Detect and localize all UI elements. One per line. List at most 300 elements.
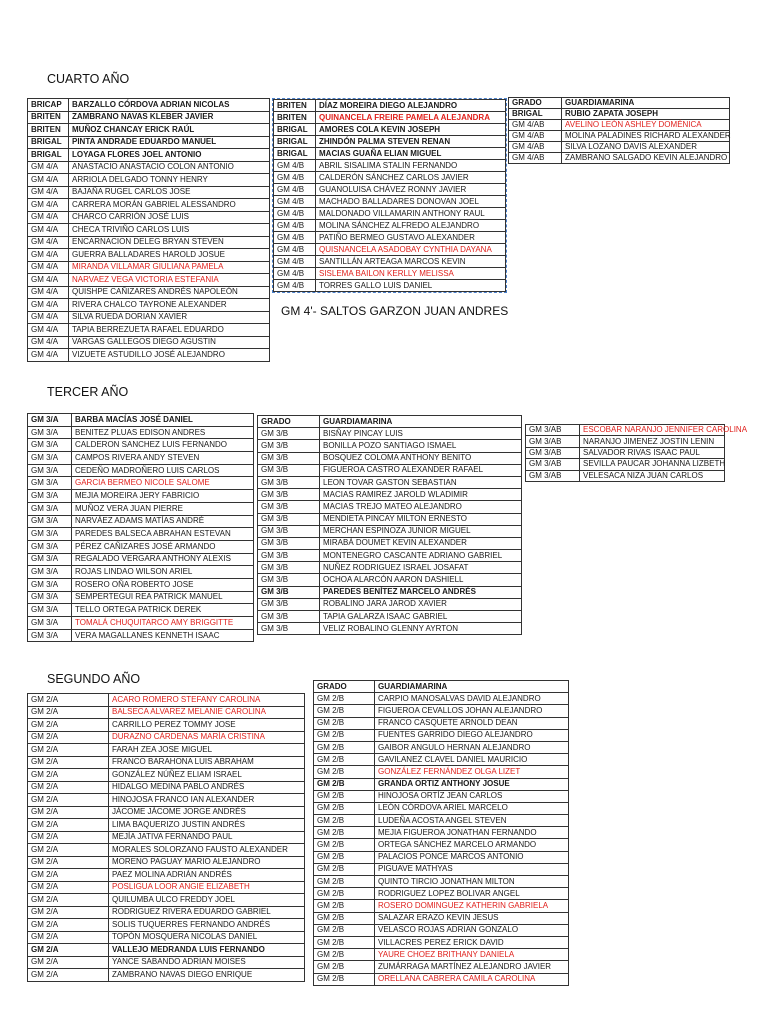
grade-cell: GM 2/B [314,888,375,900]
grade-cell: GM 4/AB [509,131,562,142]
grade-cell: GM 2/A [28,731,109,744]
name-cell: QUINTO TIRCIO JONATHAN MILTON [375,876,569,888]
grade-cell: GM 3/B [258,586,320,598]
grade-cell: GM 2/A [28,719,109,732]
grade-cell: GRADO [258,416,320,428]
grade-cell: GM 2/B [314,815,375,827]
grade-cell: GM 4/A [28,199,69,212]
grade-cell: GM 2/A [28,931,109,944]
grade-cell: GM 2/B [314,790,375,802]
grade-cell: GM 4/B [274,268,316,280]
table-row [28,756,305,769]
name-cell: MUÑOZ CHANCAY ERICK RAÚL [69,124,270,137]
table-row [274,100,506,112]
grade-cell: GM 3/B [258,489,320,501]
table-row [274,256,506,268]
grade-cell: GM 4/A [28,249,69,262]
table-row [314,839,569,851]
table-row [28,199,270,212]
grade-cell: GM 3/B [258,611,320,623]
grade-cell: GM 2/B [314,778,375,790]
table-row [314,790,569,802]
grade-cell: GM 2/B [314,754,375,766]
name-cell: QUISNANCELA ASADOBAY CYNTHIA DAYANA [316,244,506,256]
name-cell: FRANCO CASQUETE ARNOLD DEAN [375,717,569,729]
table-row [28,261,270,274]
grade-cell: BRICAP [28,99,69,112]
grade-cell: GM 3/A [28,553,72,566]
grade-cell: GM 4/B [274,172,316,184]
table-row [274,280,506,292]
table-row [28,769,305,782]
table-row [314,741,569,753]
grade-cell: BRITEN [28,124,69,137]
table-row [314,973,569,985]
grade-cell: GM 3/A [28,591,72,604]
grade-cell: GM 2/A [28,944,109,957]
name-cell: FIGUEROA CASTRO ALEXANDER RAFAEL [320,464,522,476]
name-cell: VELESACA NIZA JUAN CARLOS [580,470,725,481]
table-row [28,186,270,199]
grade-cell: GM 4/B [274,256,316,268]
grade-cell: GM 2/B [314,851,375,863]
table-row [314,888,569,900]
tercer-table-c [525,424,748,482]
grade-cell: GM 2/A [28,956,109,969]
table-row [258,586,522,598]
table-row [314,754,569,766]
name-cell: ZAMBRANO NAVAS DIEGO ENRIQUE [109,969,305,982]
name-cell: ARRIOLA DELGADO TONNY HENRY [69,174,270,187]
table-row [274,112,506,124]
grade-cell: GM 4/AB [509,142,562,153]
grade-cell: GM 3/A [28,629,72,642]
table-row [314,827,569,839]
table-row [258,550,522,562]
table-row [258,501,522,513]
grade-cell: GM 3/A [28,502,72,515]
grade-cell: GM 3/B [258,537,320,549]
name-cell: QUISHPE CAÑIZARES ANDRÉS NAPOLEÓN [69,286,270,299]
name-cell: VERA MAGALLANES KENNETH ISAAC [72,629,254,642]
grade-cell: GM 4/A [28,236,69,249]
table-row [28,819,305,832]
name-cell: NARVÁEZ ADAMS MATÍAS ANDRÉ [72,515,254,528]
table-row [28,414,254,427]
grade-cell: GM 2/B [314,936,375,948]
table-row [509,120,730,131]
table-row [28,694,305,707]
name-cell: BAJAÑA RUGEL CARLOS JOSE [69,186,270,199]
table-row [28,452,254,465]
name-cell: HIDALGO MEDINA PABLO ANDRÉS [109,781,305,794]
name-cell: BENITEZ PLUAS EDISON ANDRES [72,426,254,439]
table-row [28,349,270,362]
grade-cell: GM 2/A [28,881,109,894]
grade-cell: GM 3/A [28,477,72,490]
table-row [28,604,254,617]
grade-cell: GM 2/A [28,869,109,882]
name-cell: ENCARNACION DELEG BRYAN STEVEN [69,236,270,249]
table-row [258,476,522,488]
grade-cell: GM 4/B [274,280,316,292]
table-row [28,249,270,262]
grade-cell: BRITEN [274,112,316,124]
grade-cell: GM 2/A [28,756,109,769]
grade-cell: GM 3/B [258,464,320,476]
table-row [28,324,270,337]
table-row [274,220,506,232]
name-cell: FIGUEROA CEVALLOS JOHAN ALEJANDRO [375,705,569,717]
name-cell: ABRIL SISALIMA STALIN FERNANDO [316,160,506,172]
name-cell: QUILUMBA ULCO FREDDY JOEL [109,894,305,907]
grade-cell: GM 2/A [28,744,109,757]
grade-cell: GM 2/B [314,839,375,851]
table-row [28,174,270,187]
table-row [314,949,569,961]
cuarto-table-c [508,97,730,164]
name-cell: QUINANCELA FREIRE PAMELA ALEJANDRA [316,112,506,124]
name-cell: MACHADO BALLADARES DONOVAN JOEL [316,196,506,208]
grade-cell: BRIGAL [509,109,562,120]
grade-cell: GM 2/A [28,856,109,869]
grade-cell: GM 3/A [28,540,72,553]
grade-cell: GM 4/A [28,336,69,349]
grade-cell: GM 3/A [28,426,72,439]
grade-cell: GM 2/A [28,794,109,807]
table-row [28,161,270,174]
grade-cell: GM 2/B [314,900,375,912]
grade-cell: GM 2/B [314,876,375,888]
grade-cell: GM 3/B [258,598,320,610]
table-row [274,196,506,208]
name-cell: PINTA ANDRADE EDUARDO MANUEL [69,136,270,149]
table-row [28,844,305,857]
grade-cell: GM 2/B [314,949,375,961]
grade-cell: GM 3/A [28,578,72,591]
table-header-row [258,416,522,428]
name-cell: MACIAS GUAÑA ELIAN MIGUEL [316,148,506,160]
name-cell: PÉREZ CAÑIZARES JOSÉ ARMANDO [72,540,254,553]
name-cell: SOLIS TUQUERRES FERNANDO ANDRÉS [109,919,305,932]
grade-cell: GM 2/A [28,906,109,919]
name-cell: GAIBOR ANGULO HERNAN ALEJANDRO [375,741,569,753]
name-cell: RUBIO ZAPATA JOSEPH [562,109,730,120]
table-row [28,286,270,299]
grade-cell: GM 3/AB [526,447,580,458]
table-row [526,425,725,436]
name-cell: TOMALÁ CHUQUITARCO AMY BRIGGITTE [72,617,254,630]
table-row [274,148,506,160]
grade-cell: GM 4/A [28,349,69,362]
name-cell: MONTENEGRO CASCANTE ADRIANO GABRIEL [320,550,522,562]
name-cell: MOLINA PALADINES RICHARD ALEXANDER [562,131,730,142]
grade-cell: GM 3/B [258,476,320,488]
table-row [274,208,506,220]
table-row [28,502,254,515]
name-cell: ZAMBRANO NAVAS KLEBER JAVIER [69,111,270,124]
table-row [274,124,506,136]
table-row [28,881,305,894]
name-cell: GUARDIAMARINA [320,416,522,428]
name-cell: TOPÓN MOSQUERA NICOLAS DANIEL [109,931,305,944]
grade-cell: GM 3/A [28,617,72,630]
grade-cell: GM 3/B [258,550,320,562]
name-cell: VILLACRES PEREZ ERICK DAVID [375,936,569,948]
grade-cell: GM 2/A [28,694,109,707]
name-cell: VELIZ ROBALINO GLENNY AYRTON [320,623,522,635]
name-cell: ESCOBAR NARANJO JENNIFER CAROLINA [580,425,725,436]
table-row [314,729,569,741]
name-cell: ZAMBRANO SALGADO KEVIN ALEJANDRO [562,153,730,164]
grade-cell: GM 3/B [258,428,320,440]
table-row [314,900,569,912]
table-row [314,693,569,705]
table-row [28,515,254,528]
table-row [274,136,506,148]
name-cell: MEJIA MOREIRA JERY FABRICIO [72,490,254,503]
name-cell: GAVILANEZ CLAVEL DANIEL MAURICIO [375,754,569,766]
name-cell: PATIÑO BERMEO GUSTAVO ALEXANDER [316,232,506,244]
name-cell: BARBA MACÍAS JOSÉ DANIEL [72,414,254,427]
grade-cell: BRITEN [28,111,69,124]
grade-cell: GM 3/A [28,566,72,579]
name-cell: MIRABÁ DOUMET KEVIN ALEXANDER [320,537,522,549]
segundo-heading: SEGUNDO AÑO [47,672,141,686]
table-row [314,876,569,888]
name-cell: PAREDES BENÍTEZ MARCELO ANDRÉS [320,586,522,598]
name-cell: MEJIA FIGUEROA JONATHAN FERNANDO [375,827,569,839]
name-cell: FUENTES GARRIDO DIEGO ALEJANDRO [375,729,569,741]
table-row [28,806,305,819]
table-row [509,142,730,153]
grade-cell: GM 3/A [28,604,72,617]
table-row [258,525,522,537]
name-cell: VARGAS GALLEGOS DIEGO AGUSTIN [69,336,270,349]
name-cell: ROSERO DOMINGUEZ KATHERIN GABRIELA [375,900,569,912]
grade-cell: GM 3/AB [526,459,580,470]
name-cell: PAEZ MOLINA ADRIÁN ANDRÉS [109,869,305,882]
grade-cell: GM 4/AB [509,153,562,164]
table-row [28,149,270,162]
grade-cell: GM 3/A [28,439,72,452]
table-row [274,268,506,280]
grade-cell: GM 4/A [28,311,69,324]
name-cell: SEVILLA PAUCAR JOHANNA LIZBETH [580,459,725,470]
table-row [28,706,305,719]
grade-cell: BRIGAL [28,149,69,162]
name-cell: JÁCOME JÁCOME JORGE ANDRÉS [109,806,305,819]
table-row [258,623,522,635]
grade-cell: GM 4/A [28,261,69,274]
name-cell: YAURE CHOEZ BRITHANY DANIELA [375,949,569,961]
grade-cell: GM 3/A [28,515,72,528]
table-row [28,578,254,591]
name-cell: ROJAS LINDAO WILSON ARIEL [72,566,254,579]
name-cell: GUARDIAMARINA [375,681,569,693]
table-row [258,440,522,452]
table-row [509,153,730,164]
name-cell: CARPIO MANOSALVAS DAVID ALEJANDRO [375,693,569,705]
table-row [314,924,569,936]
tercer-table-b [257,415,522,635]
name-cell: TAPIA GALARZA ISAAC GABRIEL [320,611,522,623]
name-cell: LUDEÑA ACOSTA ANGEL STEVEN [375,815,569,827]
table-row [28,956,305,969]
table-row [274,160,506,172]
name-cell: MACIAS RAMIREZ JAROLD WLADIMIR [320,489,522,501]
name-cell: CHECA TRIVIÑO CARLOS LUIS [69,224,270,237]
grade-cell: GM 2/A [28,831,109,844]
name-cell: GONZÁLEZ NÚÑEZ ELIAM ISRAEL [109,769,305,782]
grade-cell: GM 2/A [28,844,109,857]
name-cell: GRANDA ORTIZ ANTHONY JOSUE [375,778,569,790]
table-row [509,109,730,120]
grade-cell: GM 4/B [274,160,316,172]
table-row [274,244,506,256]
cuarto-table-a [27,98,270,362]
table-row [509,131,730,142]
name-cell: SALVADOR RIVAS ISAAC PAUL [580,447,725,458]
grade-cell: BRIGAL [274,148,316,160]
name-cell: VALLEJO MEDRANDA LUIS FERNANDO [109,944,305,957]
table-row [526,436,725,447]
grade-cell: GM 3/A [28,414,72,427]
table-row [526,447,725,458]
grade-cell: GM 4/B [274,196,316,208]
table-row [274,184,506,196]
grade-cell: GM 3/A [28,464,72,477]
table-row [28,931,305,944]
name-cell: LOYAGA FLORES JOEL ANTONIO [69,149,270,162]
grade-cell: GM 2/B [314,802,375,814]
name-cell: SALAZAR ERAZO KEVIN JESUS [375,912,569,924]
table-row [28,211,270,224]
name-cell: AMORES COLA KEVIN JOSEPH [316,124,506,136]
table-row [314,961,569,973]
name-cell: GUERRA BALLADARES HAROLD JOSUE [69,249,270,262]
table-row [28,969,305,982]
name-cell: TELLO ORTEGA PATRICK DEREK [72,604,254,617]
grade-cell: GM 4/A [28,274,69,287]
table-row [28,719,305,732]
table-row [28,869,305,882]
grade-cell: GM 4/A [28,174,69,187]
grade-cell: BRIGAL [28,136,69,149]
table-row [526,459,725,470]
name-cell: MACIAS TREJO MATEO ALEJANDRO [320,501,522,513]
grade-cell: GM 3/B [258,574,320,586]
name-cell: DÍAZ MOREIRA DIEGO ALEJANDRO [316,100,506,112]
table-row [28,919,305,932]
table-row [258,464,522,476]
name-cell: BALSECA ALVAREZ MELANIE CAROLINA [109,706,305,719]
name-cell: NARVAEZ VEGA VICTORIA ESTEFANIA [69,274,270,287]
table-row [28,944,305,957]
table-row [314,717,569,729]
name-cell: YANCE SABANDO ADRIAN MOISES [109,956,305,969]
name-cell: GUARDIAMARINA [562,98,730,109]
table-row [28,856,305,869]
name-cell: CAMPOS RIVERA ANDY STEVEN [72,452,254,465]
grade-cell: GM 3/B [258,525,320,537]
cuarto-note: GM 4'- SALTOS GARZON JUAN ANDRES [281,304,509,318]
table-row [314,802,569,814]
name-cell: SILVA RUEDA DORIAN XAVIER [69,311,270,324]
name-cell: REGALADO VERGARA ANTHONY ALEXIS [72,553,254,566]
table-row [28,781,305,794]
table-row [28,744,305,757]
grade-cell: GM 3/A [28,490,72,503]
table-row [526,470,725,481]
name-cell: MOLINA SÁNCHEZ ALFREDO ALEJANDRO [316,220,506,232]
table-row [314,766,569,778]
name-cell: MORALES SOLORZANO FAUSTO ALEXANDER [109,844,305,857]
grade-cell: GM 4/B [274,220,316,232]
grade-cell: GM 2/B [314,717,375,729]
grade-cell: GM 3/AB [526,436,580,447]
table-row [28,528,254,541]
table-row [28,236,270,249]
grade-cell: GM 2/B [314,766,375,778]
name-cell: RIVERA CHALCO TAYRONE ALEXANDER [69,299,270,312]
name-cell: LEON TOVAR GASTON SEBASTIAN [320,476,522,488]
grade-cell: GM 2/B [314,741,375,753]
segundo-table-b [313,680,569,986]
name-cell: AVELINO LEÓN ASHLEY DOMÉNICA [562,120,730,131]
name-cell: ROSERO OÑA ROBERTO JOSE [72,578,254,591]
name-cell: TAPIA BERREZUETA RAFAEL EDUARDO [69,324,270,337]
table-header-row [509,98,730,109]
name-cell: BARZALLO CÓRDOVA ADRIAN NICOLAS [69,99,270,112]
table-row [28,426,254,439]
grade-cell: GM 2/B [314,912,375,924]
grade-cell: GM 4/A [28,186,69,199]
table-row [28,224,270,237]
name-cell: FRANCO BARAHONA LUIS ABRAHAM [109,756,305,769]
name-cell: MEJÍA JATIVA FERNANDO PAUL [109,831,305,844]
table-row [28,794,305,807]
grade-cell: GM 2/A [28,781,109,794]
grade-cell: GM 2/A [28,769,109,782]
table-row [28,629,254,642]
name-cell: CARRILLO PEREZ TOMMY JOSE [109,719,305,732]
table-row [28,591,254,604]
table-row [28,831,305,844]
cuarto-table-b [273,99,506,292]
grade-cell: GM 2/A [28,894,109,907]
name-cell: ROBALINO JARA JAROD XAVIER [320,598,522,610]
table-row [28,274,270,287]
grade-cell: BRIGAL [274,124,316,136]
table-row [28,111,270,124]
grade-cell: GM 3/A [28,528,72,541]
grade-cell: GRADO [314,681,375,693]
name-cell: SISLEMA BAILON KERLLY MELISSA [316,268,506,280]
table-row [28,439,254,452]
table-row [314,778,569,790]
table-row [258,598,522,610]
grade-cell: GM 4/A [28,286,69,299]
table-row [258,489,522,501]
name-cell: SEMPERTEGUI REA PATRICK MANUEL [72,591,254,604]
grade-cell: GM 2/B [314,827,375,839]
table-row [258,428,522,440]
name-cell: TORRES GALLO LUIS DANIEL [316,280,506,292]
grade-cell: GRADO [509,98,562,109]
grade-cell: GM 2/A [28,706,109,719]
name-cell: PAREDES BALSECA ABRAHAN ESTEVAN [72,528,254,541]
